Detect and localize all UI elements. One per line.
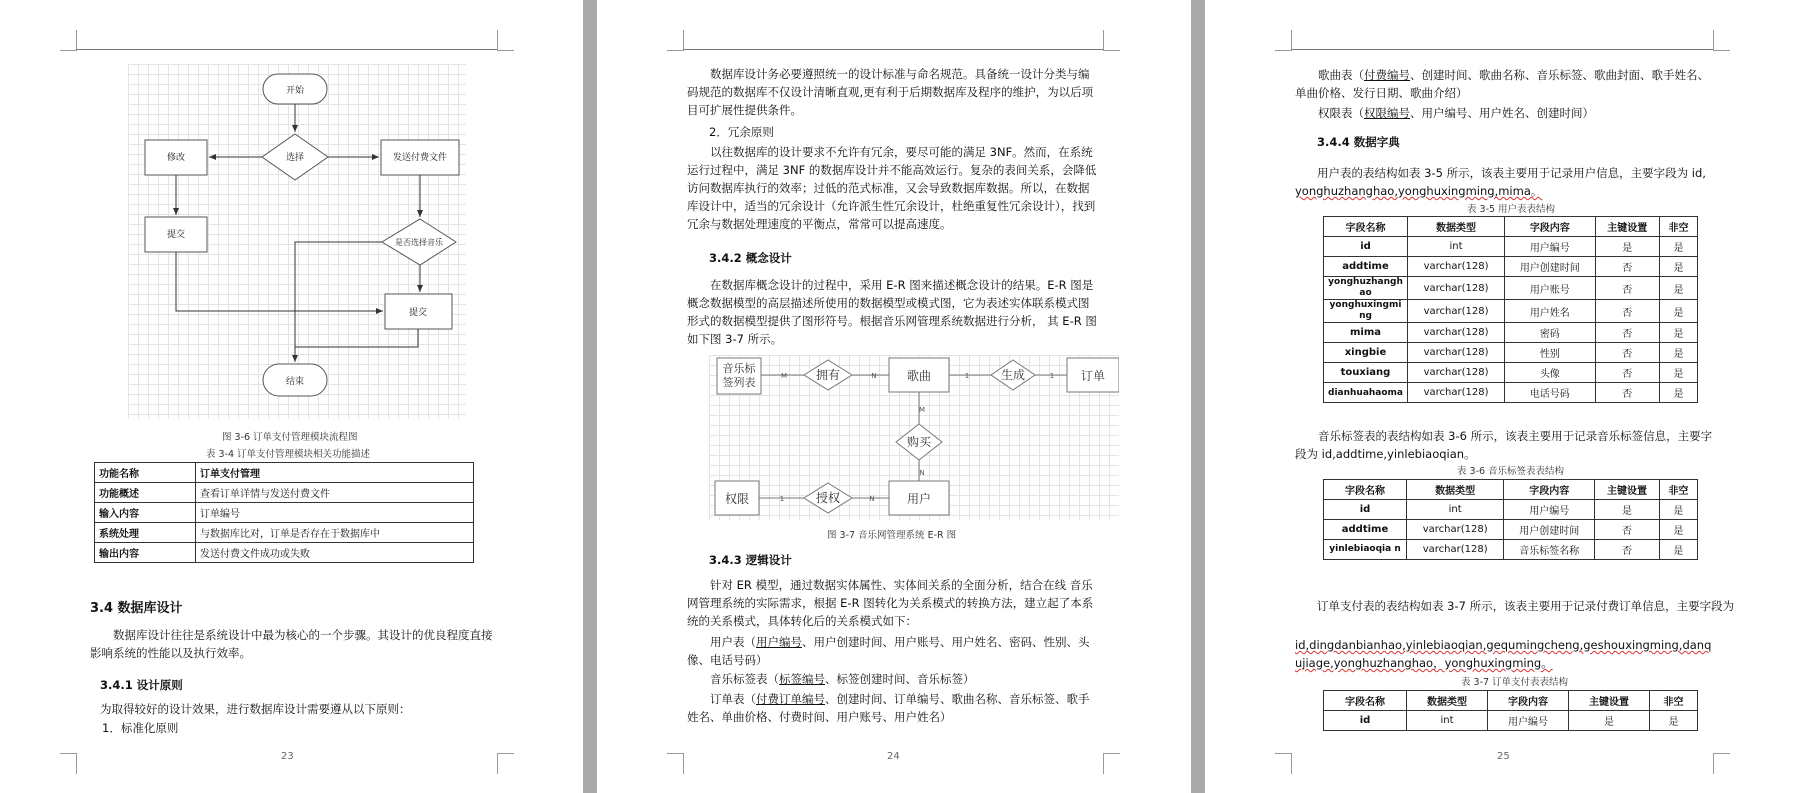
er-order-label: 订单 <box>1080 369 1106 383</box>
function-table <box>94 462 474 563</box>
er-cardinality-m: M <box>918 406 926 414</box>
er-cardinality-1: 1 <box>964 372 970 380</box>
header-rule <box>1291 49 1713 50</box>
er-tag-list-label-line1: 音乐标 <box>722 362 756 375</box>
er-cardinality-m: M <box>780 372 788 380</box>
table-row: 功能名称 订单支付管理 <box>95 463 474 483</box>
table-row: 功能概述 查看订单详情与发送付费文件 <box>95 483 474 503</box>
flow-choose-label: 选择 <box>285 153 305 163</box>
table-row: id int 用户编号 是 是 <box>1324 500 1698 520</box>
crop-mark <box>60 753 77 774</box>
flow-start-label: 开始 <box>285 86 305 96</box>
table-row: id int 用户编号 是 是 <box>1324 237 1698 257</box>
table-row: yinlebiaoqia n varchar(128) 音乐标签名称 否 是 <box>1324 540 1698 560</box>
document-page-24 <box>597 0 1191 793</box>
paragraph: id,dingdanbianhao,yinlebiaoqian,gequmingcheng,geshouxingming,danqujiage,yonghuzhanghao，yonghuxingming。 <box>1295 638 1712 670</box>
flow-end-label: 结束 <box>285 377 305 387</box>
paragraph: 在数据库概念设计的过程中，采用 E-R 图来描述概念设计的结果。E-R 图是概念数据模型的高层描述所使用的数据模型或模式图，它为表述实体联系模式图形式的数据模型提供了图形符号。根据音乐网管理系统数据进行分析， 其 E-R 图如下图 3-7 所示。 <box>687 278 1097 346</box>
table-row: dianhuahaoma varchar(128) 电话号码 否 是 <box>1324 383 1698 403</box>
subsection-heading: 3.4.3 逻辑设计 <box>709 553 792 567</box>
crop-mark <box>1275 753 1292 774</box>
crop-mark <box>667 753 684 774</box>
paragraph: 为取得较好的设计效果，进行数据库设计需要遵从以下原则： <box>100 702 411 716</box>
table-caption: 表 3-5 用户表表结构 <box>1467 204 1556 215</box>
table-header-row: 字段名称 数据类型 字段内容 主键设置 非空 <box>1324 217 1698 237</box>
relation-tag: 音乐标签表（标签编号、标签创建时间、音乐标签） <box>710 672 975 686</box>
crop-mark <box>1275 30 1292 51</box>
crop-mark <box>60 30 77 51</box>
flowchart-svg <box>128 64 466 419</box>
er-user-label: 用户 <box>906 492 932 506</box>
relation-user: 用户表（用户编号、用户创建时间、用户账号、用户姓名、密码、性别、头像、电话号码） <box>687 635 1090 667</box>
section-heading: 3.4 数据库设计 <box>90 601 183 616</box>
er-generate-label: 生成 <box>1000 368 1026 382</box>
flow-send-label: 发送付费文件 <box>392 153 448 163</box>
tag-structure-table <box>1323 479 1698 560</box>
header-rule <box>76 49 497 50</box>
crop-mark <box>1713 30 1730 51</box>
er-diagram-svg <box>709 355 1119 520</box>
page-number: 24 <box>887 751 900 762</box>
figure-caption: 图 3-7 音乐网管理系统 E-R 图 <box>827 530 957 541</box>
er-grant-label: 授权 <box>815 491 841 505</box>
table-row: touxiang varchar(128) 头像 否 是 <box>1324 363 1698 383</box>
relation-song: 歌曲表（付费编号、创建时间、歌曲名称、音乐标签、歌曲封面、歌手姓名、单曲价格、发行日期、歌曲介绍） <box>1295 68 1709 100</box>
er-tag-list-label-line2: 签列表 <box>722 376 756 389</box>
paragraph: 用户表的表结构如表 3-5 所示，该表主要用于记录用户信息，主要字段为 id, <box>1317 166 1706 180</box>
er-cardinality-n: N <box>919 469 925 477</box>
crop-mark <box>497 753 514 774</box>
table-caption: 表 3-4 订单支付管理模块相关功能描述 <box>206 449 371 460</box>
er-cardinality-n: N <box>869 495 875 503</box>
table-row: 系统处理 与数据库比对，订单是否存在于数据库中 <box>95 523 474 543</box>
paragraph: 音乐标签表的表结构如表 3-6 所示，该表主要用于记录音乐标签信息，主要字段为 id,addtime,yinlebiaoqian。 <box>1295 429 1713 461</box>
table-header-row: 字段名称 数据类型 字段内容 主键设置 非空 <box>1324 480 1698 500</box>
crop-mark <box>1713 753 1730 774</box>
table-row: mima varchar(128) 密码 否 是 <box>1324 323 1698 343</box>
er-cardinality-1: 1 <box>1049 372 1055 380</box>
document-page-25 <box>1205 0 1804 793</box>
flow-modify-label: 修改 <box>166 153 186 163</box>
table-caption: 表 3-6 音乐标签表表结构 <box>1457 466 1565 477</box>
table-caption: 表 3-7 订单支付表表结构 <box>1461 677 1569 688</box>
crop-mark <box>1103 753 1120 774</box>
subsection-heading: 3.4.2 概念设计 <box>709 251 792 265</box>
er-buy-label: 购买 <box>906 435 932 449</box>
paragraph: 针对 ER 模型，通过数据实体属性、实体间关系的全面分析，结合在线 音乐网管理系统的实际需求，根据 E-R 图转化为关系模式的转换方法，建立起了本系统的关系模式，具体转化后的关系模式如下： <box>687 578 1094 628</box>
paragraph: 2．冗余原则 <box>709 125 774 139</box>
paragraph: 数据库设计往往是系统设计中最为核心的一个步骤。其设计的优良程度直接影响系统的性能以及执行效率。 <box>90 628 493 660</box>
paragraph: 1．标准化原则 <box>102 721 179 735</box>
subsection-heading: 3.4.4 数据字典 <box>1317 135 1400 149</box>
er-cardinality-n: N <box>871 372 877 380</box>
user-structure-table <box>1323 216 1698 403</box>
table-row: yonghuzhangh ao varchar(128) 用户账号 否 是 <box>1324 277 1698 300</box>
relation-perm: 权限表（权限编号、用户编号、用户姓名、创建时间） <box>1318 106 1594 120</box>
flow-submit2-label: 提交 <box>408 308 428 318</box>
document-page-23 <box>0 0 583 793</box>
subsection-heading: 3.4.1 设计原则 <box>100 678 183 692</box>
page-number: 23 <box>281 751 294 762</box>
table-header-row: 字段名称 数据类型 字段内容 主键设置 非空 <box>1324 691 1698 711</box>
page-number: 25 <box>1497 751 1510 762</box>
crop-mark <box>667 30 684 51</box>
table-row: 输出内容 发送付费文件成功或失败 <box>95 543 474 563</box>
flow-submit1-label: 提交 <box>166 230 186 240</box>
crop-mark <box>497 30 514 51</box>
table-row: addtime varchar(128) 用户创建时间 否 是 <box>1324 257 1698 277</box>
header-rule <box>683 49 1103 50</box>
paragraph: 以往数据库的设计要求不允许有冗余，要尽可能的满足 3NF。然而，在系统运行过程中，满足 3NF 的数据库设计并不能高效运行。复杂的表间关系，会降低访问数据库执行的效率；过低的范式标准，又会导致数据库数据。所以，在数据库设计中，适当的冗余设计（允许派生性冗余设计，杜绝重复性冗余设计），找到冗余与数据处理速度的平衡点，常常可以提高速度。 <box>687 145 1097 231</box>
flow-decision-label: 是否选择音乐 <box>395 238 443 247</box>
table-row: yonghuxingmi ng varchar(128) 用户姓名 否 是 <box>1324 300 1698 323</box>
paragraph: yonghuzhanghao,yonghuxingming,mima。 <box>1295 184 1543 198</box>
paragraph: 订单支付表的表结构如表 3-7 所示，该表主要用于记录付费订单信息，主要字段为 <box>1317 599 1735 613</box>
table-row: 输入内容 订单编号 <box>95 503 474 523</box>
table-row: id int 用户编号 是 是 <box>1324 711 1698 731</box>
er-perm-label: 权限 <box>724 492 750 506</box>
er-song-label: 歌曲 <box>906 369 932 383</box>
crop-mark <box>1103 30 1120 51</box>
table-row: addtime varchar(128) 用户创建时间 否 是 <box>1324 520 1698 540</box>
order-structure-table <box>1323 690 1698 731</box>
paragraph: 数据库设计务必要遵照统一的设计标准与命名规范。具备统一设计分类与编码规范的数据库不仅设计清晰直观,更有利于后期数据库及程序的维护，为以后项目可扩展性提供条件。 <box>687 67 1094 117</box>
figure-caption: 图 3-6 订单支付管理模块流程图 <box>222 432 358 443</box>
er-cardinality-1: 1 <box>779 495 785 503</box>
flowchart <box>128 64 466 419</box>
er-own-label: 拥有 <box>815 368 841 382</box>
table-row: xingbie varchar(128) 性别 否 是 <box>1324 343 1698 363</box>
relation-order: 订单表（付费订单编号、创建时间、订单编号、歌曲名称、音乐标签、歌手姓名、单曲价格、付费时间、用户账号、用户姓名） <box>687 692 1090 724</box>
er-diagram <box>709 355 1119 520</box>
